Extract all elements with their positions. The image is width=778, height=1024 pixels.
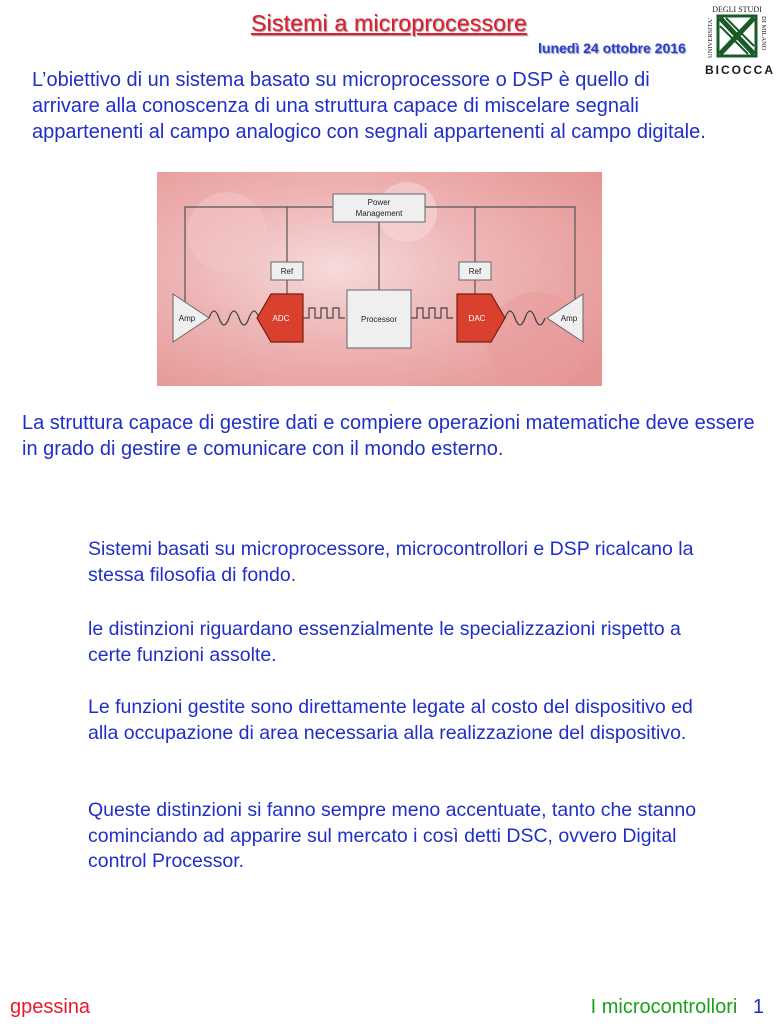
logo-top-text: DEGLI STUDI <box>712 5 762 14</box>
footer-section <box>591 996 764 1019</box>
bullet-3: Le funzioni gestite sono direttamente legate al costo del dispositivo ed alla occupazione di area necessaria alla realizzazione del dispositivo. <box>88 696 693 744</box>
logo-side-text: UNIVERSITA' <box>707 18 714 58</box>
page-title: Sistemi a microprocessore <box>251 10 527 36</box>
footer-section-title: I microcontrollori <box>590 996 738 1018</box>
bullet-2: le distinzioni riguardano essenzialmente le specializzazioni rispetto a certe funzioni assolte. <box>88 618 681 666</box>
bullet-1: Sistemi basati su microprocessore, microcontrollori e DSP ricalcano la stessa filosofia di fondo. <box>88 538 694 586</box>
power-label-1: Power <box>367 198 391 207</box>
logo-right-text: DI MILANO <box>760 16 767 51</box>
dac-label: DAC <box>468 314 486 323</box>
ref-left-label: Ref <box>280 267 294 276</box>
logo-bottom-text: BICOCCA <box>705 63 775 77</box>
amp-right-label: Amp <box>560 314 578 323</box>
processor-label: Processor <box>360 315 398 324</box>
bullet-4: Queste distinzioni si fanno sempre meno accentuate, tanto che stanno cominciando ad apparire sul mercato i così detti DSC, ovvero Digital control Processor. <box>88 799 697 872</box>
footer-author: gpessina <box>10 996 91 1018</box>
intro-paragraph: L’obiettivo di un sistema basato su microprocessore o DSP è quello di arrivare alla conoscenza di una struttura capace di miscelare segnali appartenenti al campo analogico con segnali appartenenti al campo digitale. <box>32 69 706 143</box>
amp-left-label: Amp <box>178 314 196 323</box>
page-number: 1 <box>752 996 764 1018</box>
adc-label: ADC <box>272 314 290 323</box>
power-label-2: Management <box>355 209 403 218</box>
date-label: lunedì 24 ottobre 2016 <box>538 40 686 56</box>
mixed-signal-diagram <box>157 172 602 386</box>
ref-right-label: Ref <box>468 267 482 276</box>
structure-paragraph: La struttura capace di gestire dati e compiere operazioni matematiche deve essere in grado di gestire e comunicare con il mondo esterno. <box>22 412 755 460</box>
